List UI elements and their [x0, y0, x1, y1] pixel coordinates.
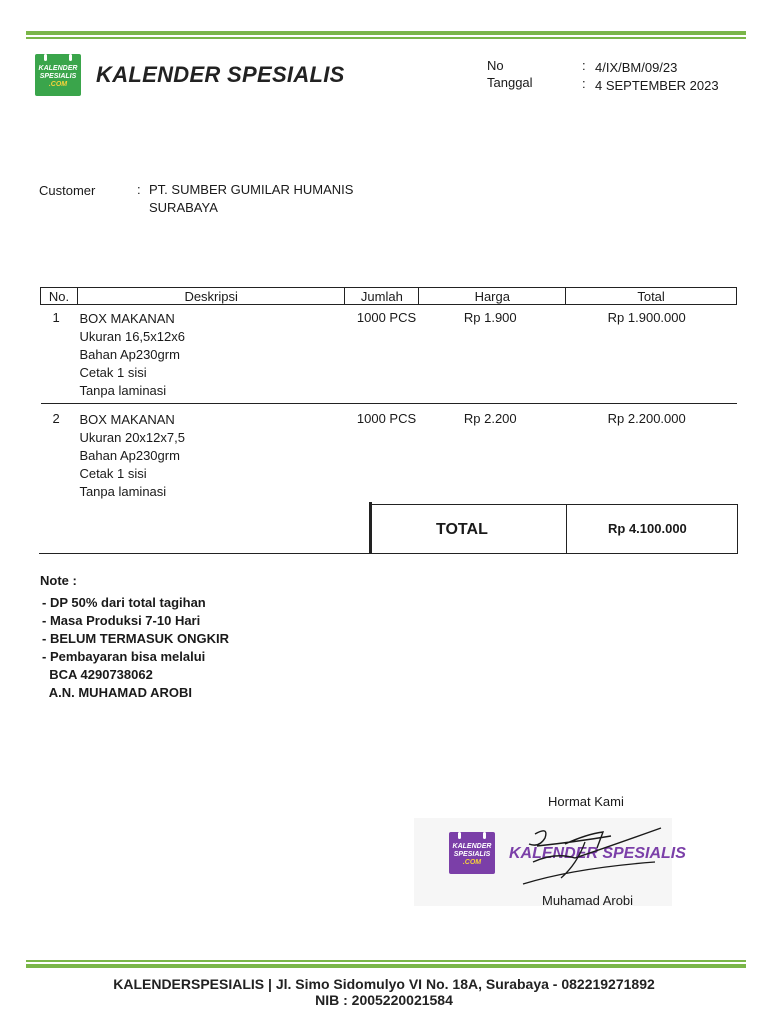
footer-rule-bottom — [26, 964, 746, 968]
brand-title: KALENDER SPESIALIS — [96, 62, 345, 87]
desc-line: BOX MAKANAN — [79, 412, 175, 427]
logo-line-1: KALENDER — [38, 65, 78, 72]
row-total: Rp 1.900.000 — [607, 310, 686, 325]
customer-label: Customer — [39, 183, 96, 198]
invoice-date-value: 4 SEPTEMBER 2023 — [595, 78, 719, 93]
invoice-date-colon: : — [582, 76, 586, 91]
header-deskripsi: Deskripsi — [77, 288, 344, 305]
stamp-logo-line-1: KALENDER — [452, 843, 492, 850]
row-desc — [77, 305, 344, 404]
row-no: 2 — [52, 411, 60, 426]
note-item: - Pembayaran bisa melalui — [42, 649, 206, 664]
stamp-logo-line-3: .COM — [462, 859, 482, 866]
table-header-row — [41, 288, 737, 305]
footer-nib: NIB : 2005220021584 — [315, 992, 453, 1008]
header-jumlah: Jumlah — [345, 288, 419, 305]
row-no: 1 — [52, 310, 60, 325]
customer-name: PT. SUMBER GUMILAR HUMANIS — [149, 182, 354, 197]
desc-line: Bahan Ap230grm — [79, 347, 180, 362]
header-rule-top — [26, 31, 746, 35]
row-harga: Rp 2.200 — [463, 411, 517, 426]
brand-logo — [35, 54, 81, 96]
invoice-no-colon: : — [582, 58, 586, 73]
handwritten-signature — [515, 822, 665, 892]
row-harga: Rp 1.900 — [463, 310, 517, 325]
header-total: Total — [566, 288, 737, 305]
note-item: - BELUM TERMASUK ONGKIR — [42, 631, 230, 646]
invoice-no-value: 4/IX/BM/09/23 — [595, 60, 678, 75]
note-list — [42, 594, 229, 702]
desc-line: Bahan Ap230grm — [79, 448, 180, 463]
note-item: A.N. MUHAMAD AROBI — [42, 685, 192, 700]
customer-colon: : — [137, 182, 141, 197]
note-title: Note : — [40, 573, 77, 588]
stamp-logo — [449, 832, 495, 874]
footer-address: KALENDERSPESIALIS | Jl. Simo Sidomulyo VI No. 18A, Surabaya - 082219271892 — [113, 976, 655, 992]
logo-line-3: .COM — [48, 81, 68, 88]
desc-line: Tanpa laminasi — [79, 484, 167, 499]
header-rule-bottom — [26, 37, 746, 39]
logo-line-2: SPESIALIS — [39, 73, 77, 80]
desc-line: Cetak 1 sisi — [79, 365, 147, 380]
invoice-no-label: No — [487, 58, 504, 73]
row-total: Rp 2.200.000 — [607, 411, 686, 426]
table-bottom-line — [39, 553, 737, 554]
desc-line: Ukuran 20x12x7,5 — [79, 430, 185, 445]
total-label: TOTAL — [436, 521, 488, 538]
footer-rule-top — [26, 960, 746, 962]
stamp-logo-line-2: SPESIALIS — [453, 851, 491, 858]
invoice-date-label: Tanggal — [487, 75, 533, 90]
total-value: Rp 4.100.000 — [608, 521, 687, 536]
total-box — [370, 504, 738, 554]
signature-greeting: Hormat Kami — [548, 794, 624, 809]
row-jumlah: 1000 PCS — [356, 411, 417, 426]
items-table — [40, 287, 737, 501]
desc-line: Tanpa laminasi — [79, 383, 167, 398]
table-row — [41, 305, 737, 404]
header-no: No. — [41, 288, 78, 305]
customer-city: SURABAYA — [149, 200, 218, 215]
desc-line: Ukuran 16,5x12x6 — [79, 329, 185, 344]
desc-line: BOX MAKANAN — [79, 311, 175, 326]
total-divider — [566, 505, 567, 554]
note-item: BCA 4290738062 — [42, 667, 153, 682]
note-item: - DP 50% dari total tagihan — [42, 595, 206, 610]
desc-line: Cetak 1 sisi — [79, 466, 147, 481]
table-row — [41, 404, 737, 502]
header-harga: Harga — [419, 288, 566, 305]
row-desc — [77, 404, 344, 502]
row-jumlah: 1000 PCS — [356, 310, 417, 325]
signature-name: Muhamad Arobi — [542, 893, 634, 908]
note-item: - Masa Produksi 7-10 Hari — [42, 613, 201, 628]
stamp-text: KALENDER SPESIALIS — [509, 845, 686, 862]
